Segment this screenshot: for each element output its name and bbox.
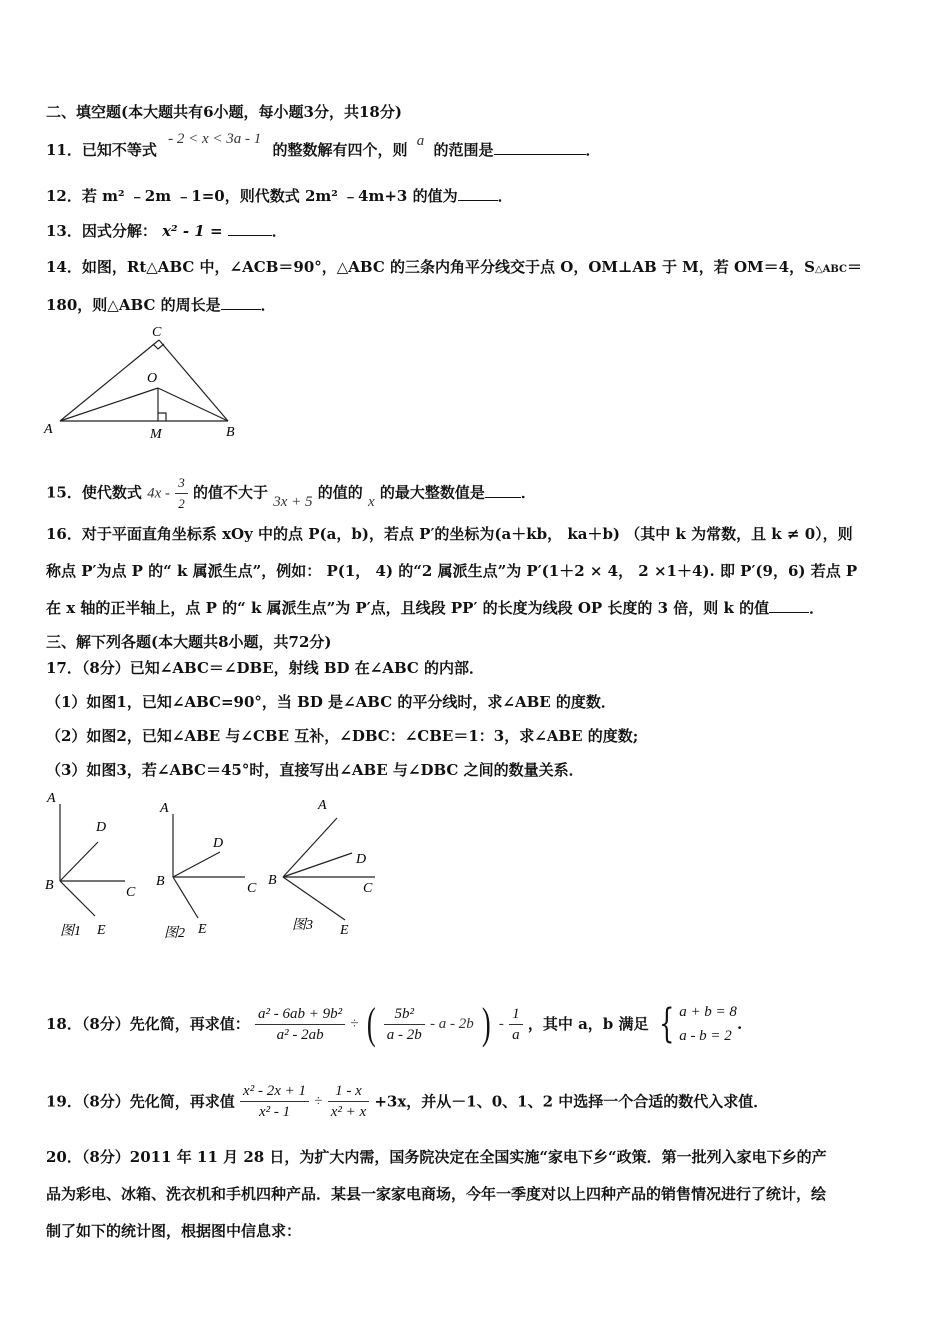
q11-var: a	[416, 133, 425, 149]
fig1-label-a: A	[47, 791, 56, 806]
question-17-part1: （1）如图1，已知∠ABC=90°，当 BD 是∠ABC 的平分线时，求∠ABE 的度数．	[46, 693, 616, 711]
q18-fraction3: $\frac{1}{a}$	[509, 1005, 523, 1044]
q13-answer-blank[interactable]	[228, 221, 272, 236]
q15-mid2: 的值的	[317, 483, 363, 502]
side-bc	[159, 340, 228, 421]
label-m: M	[150, 427, 162, 442]
fig1-caption: 图1	[60, 924, 81, 939]
q19-divide: ÷	[314, 1093, 323, 1110]
question-11	[46, 131, 601, 161]
question-15	[46, 474, 536, 513]
q18-divide: ÷	[350, 1016, 359, 1032]
q18-end: .	[736, 1015, 743, 1033]
q14-line1-end: ＝	[846, 258, 862, 276]
question-12	[46, 186, 513, 206]
fig2-label-c: C	[247, 881, 257, 896]
fig2-ray-bd	[173, 852, 220, 877]
question-17-part2: （2）如图2，已知∠ABE 与∠CBE 互补，∠DBC：∠CBE＝1：3，求∠ABE 的度数;	[46, 727, 639, 745]
right-angle-mark-m	[158, 413, 166, 421]
q11-inequality: - 2 < x < 3a - 1	[168, 131, 262, 147]
q15-expr1: 4x -	[147, 485, 171, 502]
fig3-label-d: D	[356, 852, 367, 867]
line-ao	[60, 388, 158, 421]
q11-mid: 的整数解有四个，则	[272, 141, 408, 159]
fig1-label-b: B	[45, 878, 54, 893]
question-18	[46, 1000, 742, 1048]
fig1-label-e: E	[97, 923, 106, 938]
q18-paren-open: (	[366, 999, 376, 1048]
fig3-ray-be	[283, 877, 345, 920]
question-17-stem: 17．（8分）已知∠ABC＝∠DBE，射线 BD 在∠ABC 的内部．	[46, 659, 485, 677]
question-17-part3: （3）如图3，若∠ABC＝45°时，直接写出∠ABE 与∠DBC 之间的数量关系．	[46, 761, 584, 779]
q13-pre: 13．因式分解：	[46, 222, 157, 240]
label-c: C	[152, 325, 162, 340]
q18-brace: {	[658, 1001, 675, 1047]
q11-pre: 11．已知不等式	[46, 141, 157, 159]
q14-line1: 14．如图，Rt△ABC 中，∠ACB＝90°，△ABC 的三条内角平分线交于点 O，OM⊥AB 于 M，若 OM＝4，S	[46, 258, 815, 276]
q17-figures	[40, 784, 400, 944]
q13-expr: x² - 1 =	[162, 222, 223, 240]
q15-end: ．	[520, 483, 536, 502]
q18-pre: 18．（8分）先化简，再求值：	[46, 1015, 250, 1033]
q15-post: 的最大整数值是	[379, 483, 485, 502]
fig1-label-d: D	[96, 820, 107, 835]
q18-minus: -	[498, 1016, 504, 1032]
q19-fraction2: $\frac{1 - x}{\text{x² + x}}$	[328, 1082, 369, 1121]
q18-system: a + b = 8 a - b = 2	[679, 1004, 737, 1044]
q18-fraction2: $\frac{\text{5b²}}{a - 2b}$	[384, 1005, 425, 1044]
q16-end: ．	[809, 599, 825, 617]
q18-rest: - a - 2b	[430, 1016, 474, 1032]
q14-subscript: △ABC	[814, 264, 847, 275]
fig2-ray-be	[173, 877, 198, 918]
q18-post: ，其中 a，b 满足	[527, 1015, 649, 1033]
right-angle-mark-c	[153, 344, 164, 349]
fig2-label-e: E	[198, 922, 207, 937]
fig3-label-a: A	[318, 798, 327, 813]
question-19	[46, 1082, 768, 1121]
q19-fraction1: $\frac{\text{x² - 2x + 1}}{\text{x² - 1}}$	[240, 1082, 309, 1121]
q15-pre: 15．使代数式	[46, 483, 142, 502]
q11-end: ．	[585, 141, 601, 159]
fig2-caption: 图2	[164, 926, 185, 941]
q12-text: 12．若 m² ﹣2m ﹣1=0，则代数式 2m² ﹣4m+3 的值为	[46, 187, 458, 205]
q18-paren-close: )	[481, 999, 491, 1048]
q11-post: 的范围是	[433, 141, 494, 159]
question-16-line1: 16．对于平面直角坐标系 xOy 中的点 P(a，b)，若点 P′的坐标为(a＋kb， ka＋b) （其中 k 为常数，且 k ≠ 0），则	[46, 525, 853, 543]
q19-post: +3x，并从－1、0、1、2 中选择一个合适的数代入求值．	[374, 1092, 769, 1111]
q11-answer-blank[interactable]	[494, 140, 586, 155]
q15-fraction: $\frac{3}{2}$	[175, 474, 188, 513]
q16-answer-blank[interactable]	[769, 598, 809, 613]
fig3-caption: 图3	[292, 918, 313, 933]
question-20-line3: 制了如下的统计图，根据图中信息求：	[46, 1222, 302, 1240]
q14-line2: 180，则△ABC 的周长是	[46, 296, 221, 314]
q19-pre: 19．（8分）先化简，再求值	[46, 1092, 235, 1111]
q12-answer-blank[interactable]	[458, 186, 498, 201]
question-20-line1: 20．（8分）2011 年 11 月 28 日，为扩大内需，国务院决定在全国实施“家电下乡“政策．第一批列入家电下乡的产	[46, 1148, 827, 1166]
fig1-ray-be	[60, 881, 95, 916]
section-heading-fill-in: 二、填空题(本大题共有6小题，每小题3分，共18分)	[46, 103, 402, 121]
q14-answer-blank[interactable]	[221, 295, 261, 310]
q13-end: ．	[271, 222, 287, 240]
q15-answer-blank[interactable]	[485, 483, 521, 498]
q14-triangle-figure	[40, 318, 250, 443]
fig2-label-b: B	[156, 874, 165, 889]
question-13	[46, 221, 287, 241]
q16-line3: 在 x 轴的正半轴上，点 P 的“ k 属派生点”为 P′点，且线段 PP′ 的长度为线段 OP 长度的 3 倍，则 k 的值	[46, 599, 770, 617]
q15-var: x	[368, 493, 375, 510]
fig2-label-d: D	[213, 836, 224, 851]
label-b: B	[226, 425, 235, 440]
fig2-label-a: A	[160, 801, 169, 816]
question-14-line1	[46, 257, 862, 280]
line-ob	[158, 388, 228, 421]
label-a: A	[44, 422, 53, 437]
fig3-label-b: B	[268, 873, 277, 888]
fig1-ray-bd	[60, 842, 98, 881]
question-16-line2: 称点 P′为点 P 的“ k 属派生点”，例如： P(1， 4) 的“2 属派生点”为 P′(1＋2 × 4， 2 ×1＋4). 即 P′(9，6) 若点 P	[46, 562, 858, 580]
side-ac	[60, 340, 159, 421]
q15-expr2: 3x + 5	[273, 493, 313, 510]
question-16-line3	[46, 598, 824, 618]
q12-end: ．	[497, 187, 513, 205]
fig3-label-c: C	[363, 881, 373, 896]
question-14-line2	[46, 295, 276, 315]
q18-fraction1: $\frac{\text{a² - 6ab + 9b²}}{\text{a² - 2ab}}$	[255, 1005, 345, 1044]
fig1-label-c: C	[126, 885, 136, 900]
q15-mid: 的值不大于	[192, 483, 268, 502]
label-o: O	[147, 371, 158, 386]
question-20-line2: 品为彩电、冰箱、洗衣机和手机四种产品．某县一家家电商场，今年一季度对以上四种产品的销售情况进行了统计，绘	[46, 1185, 827, 1203]
q14-end: ．	[260, 296, 276, 314]
section-heading-solve: 三、解下列各题(本大题共8小题，共72分)	[46, 633, 332, 651]
fig3-label-e: E	[340, 923, 349, 938]
